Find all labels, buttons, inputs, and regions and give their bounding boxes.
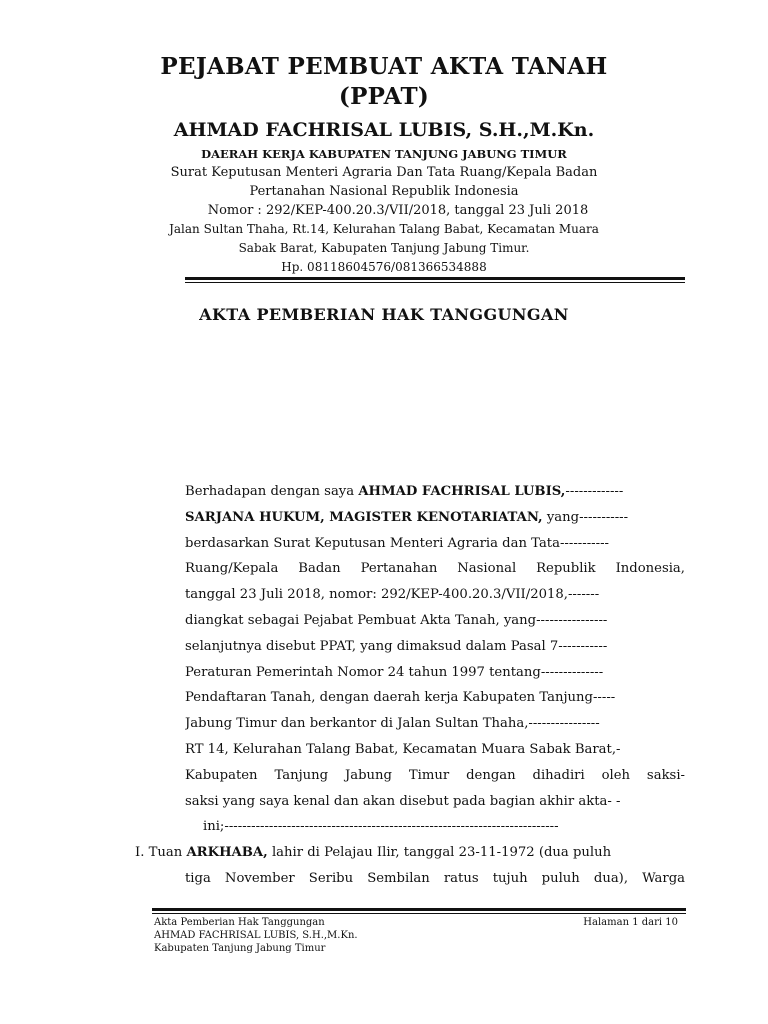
footer-divider-thick (152, 908, 686, 911)
body-line-7: selanjutnya disebut PPAT, yang dimaksud dalam Pasal 7----------- (185, 638, 608, 654)
body-line-2 (185, 505, 685, 531)
deed-opening-paragraph (185, 479, 685, 840)
body-line-11: RT 14, Kelurahan Talang Babat, Kecamatan Muara Sabak Barat,- (185, 741, 621, 757)
footer-divider-thin (152, 913, 686, 914)
footer-official-name: AHMAD FACHRISAL LUBIS, S.H.,M.Kn. (154, 930, 358, 941)
official-name: AHMAD FACHRISAL LUBIS, S.H.,M.Kn. (173, 119, 595, 141)
body-line-1 (185, 479, 685, 505)
filler-dashes: ------------- (565, 484, 624, 499)
party-item-line-1 (135, 840, 685, 866)
body-line-3: berdasarkan Surat Keputusan Menteri Agraria dan Tata----------- (185, 535, 609, 551)
body-line-13: saksi yang saya kenal dan akan disebut pada bagian akhir akta- - (185, 793, 621, 809)
body-line-4: Ruang/Kepala Badan Pertanahan Nasional Republik Indonesia, (185, 561, 685, 577)
body-line-5: tanggal 23 Juli 2018, nomor: 292/KEP-400.20.3/VII/2018,------- (185, 587, 600, 603)
party-name: ARKHABA, (186, 845, 268, 860)
body-line-10: Jabung Timur dan berkantor di Jalan Sultan Thaha,---------------- (185, 716, 600, 732)
office-title: PEJABAT PEMBUAT AKTA TANAH (160, 53, 608, 80)
body-line-14: ini;--------------------------------------------------------------------------- (203, 819, 559, 835)
body-line-9: Pendaftaran Tanah, dengan daerah kerja Kabupaten Tanjung----- (185, 690, 616, 706)
body-line-8: Peraturan Pemerintah Nomor 24 tahun 1997 tentang-------------- (185, 664, 604, 680)
work-area: DAERAH KERJA KABUPATEN TANJUNG JABUNG TIMUR (201, 147, 567, 161)
party-item-1 (135, 840, 685, 892)
decree-line-1: Surat Keputusan Menteri Agraria Dan Tata Ruang/Kepala Badan (170, 165, 598, 180)
decree-number: Nomor : 292/KEP-400.20.3/VII/2018, tanggal 23 Juli 2018 (207, 203, 589, 218)
footer-deed-title: Akta Pemberian Hak Tanggungan (154, 917, 325, 928)
body-text: Berhadapan dengan saya (185, 484, 359, 499)
official-degree-bold: SARJANA HUKUM, MAGISTER KENOTARIATAN, (185, 509, 543, 525)
phone-number: Hp. 08118604576/081366534888 (281, 260, 487, 274)
body-text: lahir di Pelajau Ilir, tanggal 23-11-1972 (dua puluh (267, 845, 612, 860)
official-name-bold: AHMAD FACHRISAL LUBIS, (358, 484, 566, 499)
letterhead (0, 52, 768, 277)
page-number: Halaman 1 dari 10 (583, 917, 678, 928)
body-line-12: Kabupaten Tanjung Jabung Timur dengan dihadiri oleh saksi- (185, 767, 685, 783)
body-line-6: diangkat sebagai Pejabat Pembuat Akta Tanah, yang---------------- (185, 612, 608, 628)
footer-region: Kabupaten Tanjung Jabung Timur (154, 943, 326, 954)
address-line-2: Sabak Barat, Kabupaten Tanjung Jabung Timur. (238, 241, 530, 255)
party-item-line-2: tiga November Seribu Sembilan ratus tujuh puluh dua), Warga (185, 870, 685, 886)
body-text: yang----------- (542, 509, 629, 525)
header-divider-thin (185, 282, 685, 283)
item-number: I. Tuan (135, 845, 187, 860)
page-footer (154, 916, 684, 955)
document-title: AKTA PEMBERIAN HAK TANGGUNGAN (199, 305, 569, 324)
office-abbreviation: (PPAT) (338, 83, 430, 110)
address-line-1: Jalan Sultan Thaha, Rt.14, Kelurahan Talang Babat, Kecamatan Muara (169, 222, 599, 236)
decree-line-2: Pertanahan Nasional Republik Indonesia (249, 184, 519, 199)
header-divider-thick (185, 277, 685, 280)
